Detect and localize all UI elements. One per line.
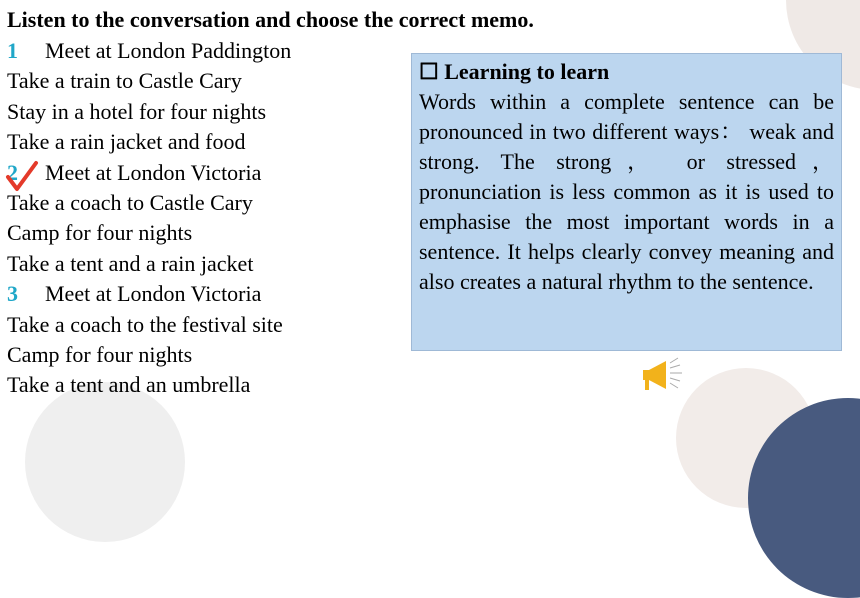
speaker-icon[interactable] (640, 356, 686, 394)
memo-line: Take a coach to Castle Cary (7, 190, 253, 216)
memo-line (7, 158, 291, 188)
memo-line: Camp for four nights (7, 220, 193, 246)
memo-line-text: Meet at London Victoria (45, 281, 262, 307)
checkbox-icon: ☐ (419, 59, 439, 84)
checkmark-icon (5, 160, 39, 192)
learning-tip-text: Words within a complete sentence can be pronounced in two different ways： weak and strong. The strong， or stressed， pronunciation is less common as it is used to emphasise the most important words in a sentence. It helps clearly convey meaning and also creates a natural rhythm to the sentence. (419, 89, 834, 294)
memo-line: Camp for four nights (7, 342, 193, 368)
memo-line (7, 279, 291, 309)
memo-line: Take a coach to the festival site (7, 311, 283, 337)
memo-number: 1 (7, 38, 18, 63)
memo-line: Take a tent and an umbrella (7, 372, 251, 398)
memo-number: 2 (7, 159, 18, 185)
memo-option-1[interactable] (7, 36, 291, 158)
memo-number: 3 (7, 281, 18, 307)
learning-tip-box (411, 53, 842, 351)
memo-line (7, 36, 291, 66)
memo-option-2[interactable] (7, 158, 291, 280)
memo-line: Stay in a hotel for four nights (7, 98, 267, 124)
memo-line: Take a tent and a rain jacket (7, 250, 254, 276)
memo-list (7, 36, 291, 401)
instruction-heading: Listen to the conversation and choose the correct memo. (7, 7, 534, 32)
learning-tip-title-text: Learning to learn (444, 59, 610, 84)
memo-line-text: Meet at London Paddington (45, 38, 292, 63)
memo-line: Take a train to Castle Cary (7, 68, 242, 94)
decorative-circle-bottom-left (25, 382, 185, 542)
memo-option-3[interactable] (7, 279, 291, 401)
learning-tip-title (419, 57, 834, 87)
memo-line-text: Meet at London Victoria (45, 159, 262, 185)
memo-line: Take a rain jacket and food (7, 129, 246, 155)
